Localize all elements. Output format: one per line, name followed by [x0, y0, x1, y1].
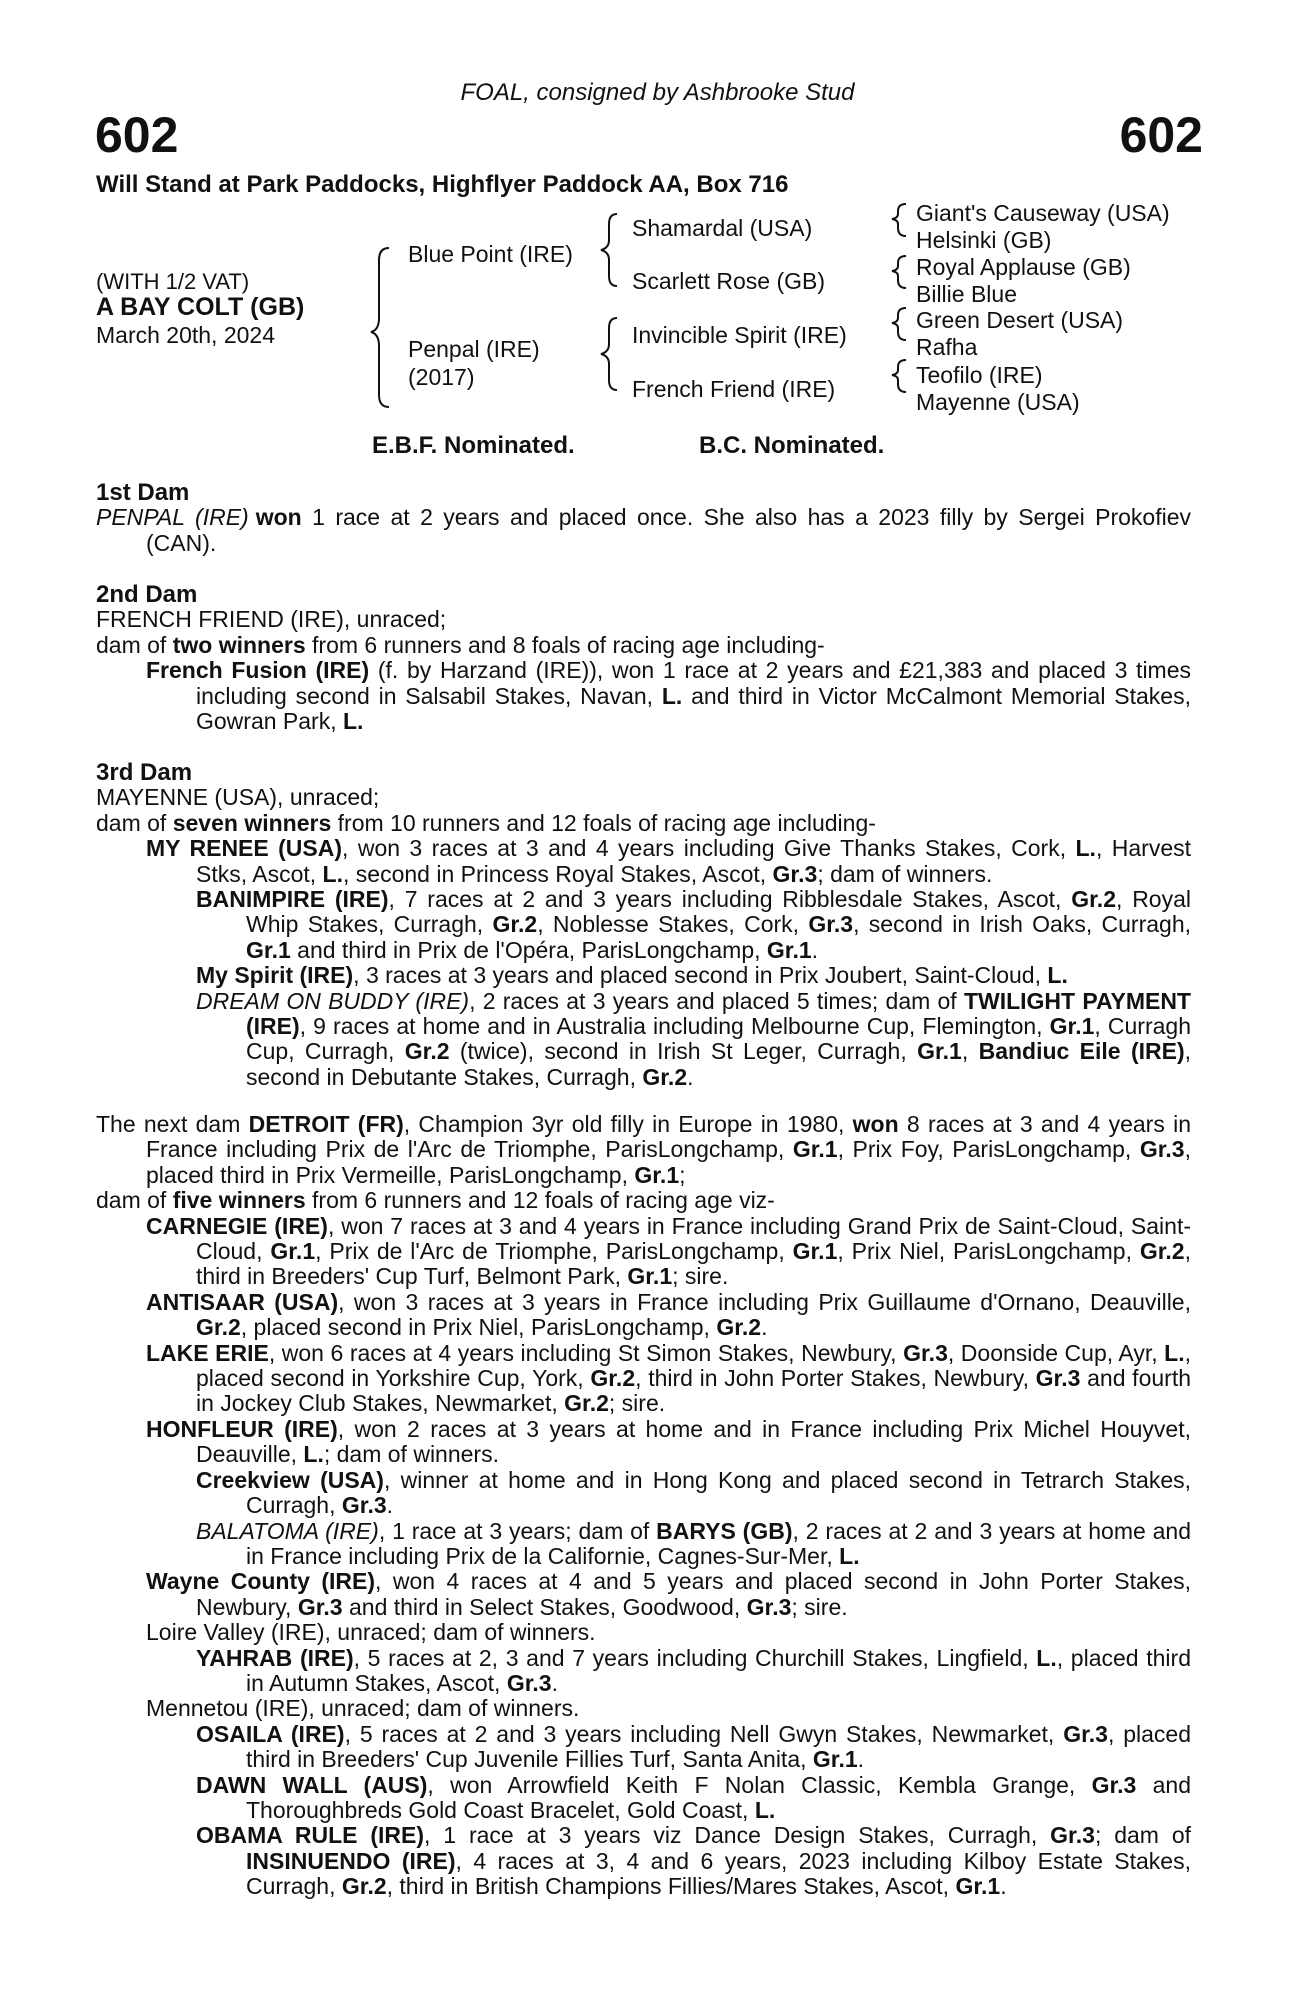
consignor-line: FOAL, consigned by Ashbrooke Stud: [460, 79, 855, 106]
text-run: Gr.3: [772, 860, 818, 887]
third-dam-heading: 3rd Dam: [96, 759, 193, 786]
text-run: Gr.2: [716, 1314, 762, 1341]
text-run: Gr.3: [506, 1669, 552, 1696]
text-run: , 1 race at 3 years; dam of: [378, 1517, 657, 1544]
second-dam-line1: FRENCH FRIEND (IRE), unraced;: [96, 606, 447, 633]
text-run: , Curragh Cup, Curragh,: [246, 1013, 1192, 1065]
text-run: Gr.2: [341, 1873, 387, 1900]
text-run: Gr.1: [627, 1263, 673, 1290]
text-run: ; dam of: [1094, 1822, 1191, 1849]
text-run: Gr.3: [1091, 1771, 1137, 1798]
next-dam-damof: [96, 1188, 1191, 1213]
text-run: Gr.1: [246, 936, 291, 963]
horse-name: A BAY COLT (GB): [96, 293, 305, 321]
text-run: ; dam of winners.: [817, 860, 993, 887]
pedigree-dam-dam: French Friend (IRE): [632, 376, 836, 402]
text-run: Gr.3: [341, 1492, 387, 1519]
progeny-antisaar: [96, 1290, 1191, 1341]
progeny-dawn-wall: [96, 1773, 1191, 1824]
text-run: Gr.1: [766, 936, 812, 963]
text-run: , Royal Whip Stakes, Curragh,: [246, 886, 1191, 938]
text-run: Gr.2: [590, 1365, 636, 1392]
progeny-banimpire: [96, 887, 1191, 963]
text-run: Gr.2: [492, 911, 538, 938]
text-run: from 6 runners and 12 foals of racing age viz-: [305, 1187, 775, 1214]
pedigree-sire-dam: Scarlett Rose (GB): [632, 268, 825, 294]
progeny-honfleur: [96, 1417, 1191, 1468]
text-run: , 3 races at 3 years and placed second in Prix Joubert, Saint-Cloud,: [353, 962, 1048, 989]
text-run: , 2 races at 3 years and placed 5 times; dam of: [469, 987, 964, 1014]
text-run: L.: [303, 1441, 324, 1468]
progeny-creekview: [96, 1468, 1191, 1519]
pedigree-g4: Billie Blue: [916, 281, 1017, 307]
progeny-name: CARNEGIE (IRE): [146, 1212, 328, 1239]
progeny-name: BANIMPIRE (IRE): [196, 886, 389, 913]
text-run: , placed third in Prix Vermeille, ParisLongchamp,: [146, 1136, 1191, 1188]
progeny-yahrab: [96, 1646, 1191, 1697]
text-run: Gr.1: [792, 1238, 838, 1265]
text-run: Gr.3: [1035, 1365, 1081, 1392]
third-dam-damof: [96, 811, 1191, 836]
text-run: , third in British Champions Fillies/Mares Stakes, Ascot,: [386, 1873, 956, 1900]
text-run: ; sire.: [791, 1593, 848, 1620]
first-dam-record: 1 race at 2 years and placed once. She also has a 2023 filly by Sergei Prokofiev (CAN).: [146, 504, 1191, 556]
text-run: , 1 race at 3 years viz Dance Design Stakes, Curragh,: [424, 1822, 1051, 1849]
second-dam-heading: 2nd Dam: [96, 581, 198, 608]
progeny-name: ANTISAAR (USA): [146, 1288, 339, 1315]
ebf-nominated: E.B.F. Nominated.: [372, 432, 575, 459]
text-run: , third in Breeders' Cup Turf, Belmont Park,: [196, 1238, 1191, 1290]
text-run: , 5 races at 2 and 3 years including Nell Gwyn Stakes, Newmarket,: [344, 1720, 1064, 1747]
text-run: Gr.2: [642, 1063, 688, 1090]
text-run: Gr.1: [1049, 1013, 1095, 1040]
progeny-name: HONFLEUR (IRE): [146, 1415, 338, 1442]
text-run: , Prix de l'Arc de Triomphe, ParisLongchamp,: [315, 1238, 793, 1265]
text-run: , winner at home and in Hong Kong and placed second in Tetrarch Stakes, Curragh,: [246, 1466, 1191, 1519]
text-run: , won 3 races at 3 and 4 years including Give Thanks Stakes, Cork,: [342, 835, 1076, 862]
text-run: , placed second in Yorkshire Cup, York,: [196, 1339, 1191, 1392]
progeny-name: YAHRAB (IRE): [196, 1644, 354, 1671]
progeny-name: DREAM ON BUDDY (IRE): [196, 987, 470, 1014]
progeny-name: MY RENEE (USA): [146, 835, 343, 862]
pedigree-g7: Teofilo (IRE): [916, 362, 1043, 388]
third-dam-rest: from 10 runners and 12 foals of racing age including-: [331, 809, 876, 836]
text-run: .: [687, 1063, 694, 1090]
text-run: five winners: [172, 1187, 306, 1214]
progeny-text: and third in Victor McCalmont Memorial Stakes, Gowran Park,: [196, 682, 1191, 735]
pedigree-g2: Helsinki (GB): [916, 227, 1052, 253]
pedigree-g3: Royal Applause (GB): [916, 254, 1131, 280]
text-run: Gr.3: [903, 1339, 948, 1366]
progeny-name: LAKE ERIE: [146, 1339, 269, 1366]
text-run: , 5 races at 2, 3 and 7 years including Churchill Stakes, Lingfield,: [353, 1644, 1037, 1671]
text-run: and fourth in Jockey Club Stakes, Newmarket,: [196, 1365, 1191, 1417]
text-run: .: [1000, 1873, 1007, 1900]
progeny-dream-on-buddy: [96, 989, 1191, 1091]
third-dam-winners: seven winners: [172, 809, 332, 836]
text-run: , won 3 races at 3 years in France including Prix Guillaume d'Ornano, Deauville,: [338, 1288, 1191, 1315]
text-run: Gr.2: [1071, 886, 1116, 913]
listed-mark: L.: [661, 682, 683, 709]
text-run: Gr.1: [792, 1136, 838, 1163]
first-dam-name: PENPAL (IRE): [96, 504, 249, 531]
third-dam-line1: MAYENNE (USA), unraced;: [96, 784, 380, 811]
text-run: Gr.3: [1063, 1720, 1108, 1747]
text-run: Gr.2: [564, 1390, 609, 1417]
progeny-my-spirit: [96, 963, 1191, 988]
text-run: ; sire.: [608, 1390, 666, 1417]
text-run: ; dam of winners.: [323, 1441, 499, 1468]
pedigree-sire-sire: Shamardal (USA): [632, 215, 813, 241]
text-run: Gr.1: [634, 1161, 680, 1188]
text-run: 8 races at 3 and 4 years in France including Prix de l'Arc de Triomphe, ParisLongchamp,: [146, 1111, 1191, 1163]
text-run: Gr.1: [917, 1038, 962, 1065]
third-dam-damof-label: dam of: [96, 809, 173, 836]
pedigree-g1: Giant's Causeway (USA): [916, 200, 1170, 226]
progeny-name: Wayne County (IRE): [146, 1568, 376, 1595]
text-run: , second in Irish Oaks, Curragh,: [853, 911, 1192, 938]
pedigree-dam-sire: Invincible Spirit (IRE): [632, 322, 847, 348]
text-run: and third in Prix de l'Opéra, ParisLongchamp,: [290, 936, 767, 963]
text-run: , Harvest Stks, Ascot,: [196, 835, 1191, 887]
third-dam-section: [96, 760, 1191, 1090]
text-run: , 4 races at 3, 4 and 6 years, 2023 including Kilboy Estate Stakes, Curragh,: [246, 1847, 1191, 1900]
text-run: L.: [754, 1796, 776, 1823]
text-run: Gr.3: [1050, 1822, 1095, 1849]
second-dam-winners: two winners: [172, 631, 306, 658]
pedigree-dam-year: (2017): [408, 364, 475, 390]
progeny-lake-erie: [96, 1341, 1191, 1417]
lot-number-left: 602: [95, 107, 179, 163]
first-dam-won: won: [255, 504, 302, 531]
text-run: Gr.1: [955, 1873, 1001, 1900]
text-run: , won 6 races at 4 years including St Simon Stakes, Newbury,: [268, 1339, 904, 1366]
pedigree-sire: Blue Point (IRE): [408, 241, 573, 267]
text-run: , won 2 races at 3 years at home and in France including Prix Michel Houyvet, Deauville,: [196, 1415, 1191, 1468]
progeny-name: BALATOMA (IRE): [196, 1517, 379, 1544]
progeny-loire-valley: Loire Valley (IRE), unraced; dam of winners.: [146, 1619, 596, 1646]
text-run: Gr.3: [808, 911, 854, 938]
text-run: , won 7 races at 3 and 4 years in France including Grand Prix de Saint-Cloud, Saint-Cloud,: [196, 1212, 1191, 1265]
text-run: , 9 races at home and in Australia including Melbourne Cup, Flemington,: [299, 1013, 1050, 1040]
text-run: , Doonside Cup, Ayr,: [947, 1339, 1165, 1366]
text-run: INSINUENDO (IRE): [246, 1847, 456, 1874]
text-run: , second in Debutante Stakes, Curragh,: [246, 1038, 1191, 1090]
text-run: , Noblesse Stakes, Cork,: [537, 911, 809, 938]
text-run: BARYS (GB): [656, 1517, 793, 1544]
second-dam-progeny-1: [96, 658, 1191, 734]
text-run: won: [852, 1111, 899, 1137]
text-run: dam of: [96, 1187, 173, 1214]
text-run: Gr.2: [404, 1038, 450, 1065]
text-run: , 2 races at 2 and 3 years at home and in France including Prix de la Californie, Cagnes-Sur-Mer,: [246, 1517, 1192, 1569]
text-run: L.: [1075, 835, 1096, 862]
next-dam-section: [96, 1112, 1191, 1900]
pedigree-g8: Mayenne (USA): [916, 389, 1080, 415]
progeny-name: DAWN WALL (AUS): [196, 1771, 428, 1798]
stand-location: Will Stand at Park Paddocks, Highflyer Paddock AA, Box 716: [96, 171, 789, 198]
bc-nominated: B.C. Nominated.: [699, 432, 885, 459]
text-run: , Prix Foy, ParisLongchamp,: [837, 1136, 1140, 1163]
text-run: , won Arrowfield Keith F Nolan Classic, Kembla Grange,: [427, 1771, 1092, 1798]
text-run: L.: [839, 1542, 860, 1569]
horse-dob: March 20th, 2024: [96, 322, 276, 348]
first-dam-section: [96, 480, 1191, 556]
first-dam-heading: 1st Dam: [96, 479, 190, 506]
next-dam-name: DETROIT (FR): [248, 1111, 404, 1137]
text-run: ,: [961, 1038, 979, 1065]
text-run: TWILIGHT PAYMENT (IRE): [246, 987, 1191, 1040]
progeny-osaila: [96, 1722, 1191, 1773]
text-run: .: [811, 936, 819, 963]
progeny-name: OSAILA (IRE): [196, 1720, 345, 1747]
text-run: L.: [322, 860, 343, 887]
pedigree-g5: Green Desert (USA): [916, 307, 1124, 333]
progeny-wayne-county: [96, 1569, 1191, 1620]
listed-mark: L.: [343, 708, 364, 735]
lot-number-right: 602: [1119, 107, 1203, 163]
pedigree-dam: Penpal (IRE): [408, 336, 540, 362]
progeny-carnegie: [96, 1214, 1191, 1290]
text-run: , placed second in Prix Niel, ParisLongchamp,: [240, 1314, 717, 1341]
progeny-text: (f. by Harzand (IRE)), won 1 race at 2 years and £21,383 and placed 3 times including second in Salsabil Stakes, Navan,: [196, 657, 1192, 709]
progeny-name: Creekview (USA): [196, 1466, 384, 1493]
text-run: , placed third in Autumn Stakes, Ascot,: [246, 1644, 1191, 1696]
second-dam-damof-label: dam of: [96, 631, 173, 658]
text-run: , third in John Porter Stakes, Newbury,: [635, 1365, 1036, 1392]
progeny-obama-rule: [96, 1823, 1191, 1899]
text-run: ; sire.: [672, 1263, 729, 1290]
second-dam-section: [96, 582, 1191, 734]
text-run: Gr.2: [196, 1314, 241, 1341]
progeny-my-renee: [96, 836, 1191, 887]
text-run: ;: [679, 1161, 686, 1188]
first-dam-text: [96, 505, 1191, 556]
second-dam-rest: from 6 runners and 8 foals of racing age including-: [305, 631, 825, 658]
text-run: and Thoroughbreds Gold Coast Bracelet, Gold Coast,: [246, 1771, 1192, 1823]
text-run: , Prix Niel, ParisLongchamp,: [837, 1238, 1140, 1265]
text-run: , won 4 races at 4 and 5 years and placed second in John Porter Stakes, Newbury,: [196, 1568, 1191, 1620]
progeny-name: OBAMA RULE (IRE): [196, 1822, 425, 1849]
text-run: L.: [1047, 962, 1068, 989]
text-run: and third in Select Stakes, Goodwood,: [342, 1593, 747, 1620]
text-run: Gr.3: [1139, 1136, 1185, 1163]
text-run: .: [551, 1669, 558, 1696]
progeny-name: My Spirit (IRE): [196, 962, 354, 989]
vat-note: (WITH 1/2 VAT): [96, 269, 250, 294]
text-run: L.: [1164, 1339, 1185, 1366]
text-run: .: [386, 1492, 394, 1519]
progeny-name: French Fusion (IRE): [146, 657, 370, 684]
text-run: L.: [1036, 1644, 1057, 1671]
progeny-balatoma: [96, 1519, 1191, 1570]
text-run: .: [857, 1746, 865, 1773]
text-run: Gr.3: [297, 1593, 343, 1620]
second-dam-damof: [96, 633, 1191, 658]
text-run: Bandiuc Eile (IRE): [978, 1038, 1185, 1065]
text-run: (twice), second in Irish St Leger, Curragh,: [449, 1038, 918, 1065]
text-run: Gr.3: [746, 1593, 792, 1620]
text-run: Gr.2: [1139, 1238, 1185, 1265]
next-dam-intro: [96, 1112, 1191, 1188]
text-run: The next dam: [96, 1111, 249, 1137]
text-run: , placed third in Breeders' Cup Juvenile Fillies Turf, Santa Anita,: [246, 1720, 1191, 1773]
text-run: , Champion 3yr old filly in Europe in 1980,: [403, 1111, 853, 1137]
progeny-mennetou: Mennetou (IRE), unraced; dam of winners.: [146, 1695, 580, 1722]
text-run: Gr.1: [270, 1238, 316, 1265]
text-run: .: [761, 1314, 768, 1341]
pedigree-g6: Rafha: [916, 334, 978, 360]
text-run: , second in Princess Royal Stakes, Ascot,: [343, 860, 773, 887]
text-run: Gr.1: [812, 1746, 858, 1773]
text-run: , 7 races at 2 and 3 years including Ribblesdale Stakes, Ascot,: [388, 886, 1072, 913]
